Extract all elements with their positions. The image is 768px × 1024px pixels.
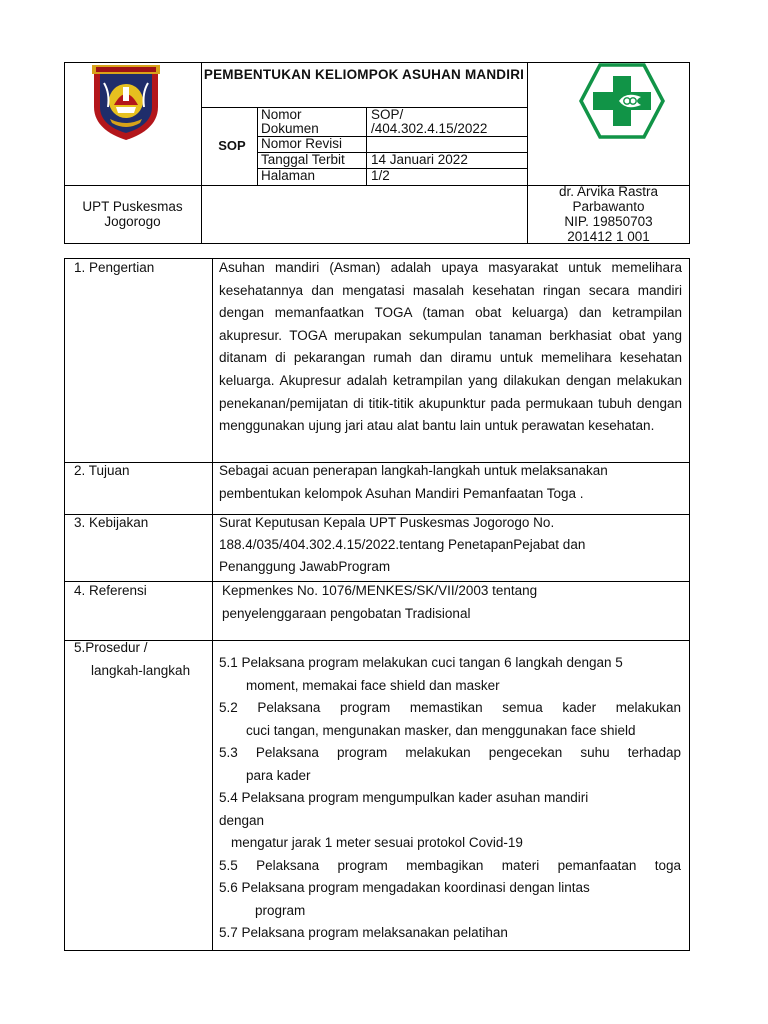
field-label-tanggal: Tanggal Terbit (261, 152, 345, 167)
section-label-pengertian: 1. Pengertian (74, 260, 155, 275)
body-divider (212, 258, 213, 951)
document-title: PEMBENTUKAN KELIOMPOK ASUHAN MANDIRI (203, 67, 525, 82)
sop-label: SOP (218, 138, 246, 153)
procedure-step-line: 5.2 Pelaksana program memastikan semua kader melakukan (219, 700, 681, 715)
regency-emblem-logo (88, 63, 164, 141)
procedure-step-line: 5.7 Pelaksana program melaksanakan pelatihan (219, 925, 508, 940)
section-label-tujuan: 2. Tujuan (74, 463, 130, 478)
puskesmas-logo (579, 63, 665, 139)
section-text-tujuan: pembentukan kelompok Asuhan Mandiri Pemanfaatan Toga . (219, 486, 584, 501)
header-divider (201, 107, 527, 108)
section-label-referensi: 4. Referensi (74, 583, 147, 598)
procedure-step-line: 5.1 Pelaksana program melakukan cuci tangan 6 langkah dengan 5 (219, 655, 623, 670)
procedure-step-line: 5.6 Pelaksana program mengadakan koordinasi dengan lintas (219, 880, 590, 895)
section-text-kebijakan: Penanggung JawabProgram (219, 559, 391, 574)
field-label-halaman: Halaman (261, 168, 316, 183)
section-label-prosedur: langkah-langkah (91, 663, 191, 678)
signatory-name: Parbawanto (572, 199, 645, 214)
procedure-step-line: 5.4 Pelaksana program mengumpulkan kader asuhan mandiri (219, 790, 589, 805)
field-value-dokumen: /404.302.4.15/2022 (371, 121, 488, 136)
header-divider (366, 107, 367, 185)
section-text-referensi: Kepmenkes No. 1076/MENKES/SK/VII/2003 tentang (222, 583, 538, 598)
procedure-step-line: 5.5 Pelaksana program membagikan materi pemanfaatan toga (219, 857, 681, 873)
field-value-nomor: SOP/ (371, 107, 404, 122)
field-value-tanggal: 14 Januari 2022 (371, 152, 468, 167)
unit-name-line: Jogorogo (104, 214, 161, 229)
procedure-step-line: 5.3 Pelaksana program melakukan pengecekan suhu terhadap (219, 745, 681, 760)
signatory-name: dr. Arvika Rastra (558, 184, 659, 199)
signatory-nip: 201412 1 001 (567, 229, 650, 244)
section-label-kebijakan: 3. Kebijakan (74, 515, 149, 530)
procedure-step (219, 877, 681, 922)
procedure-step-line: dengan (219, 812, 265, 828)
procedure-step (219, 697, 681, 742)
procedure-step-line: mengatur jarak 1 meter sesuai protokol Covid-19 (231, 835, 523, 850)
procedure-step (219, 787, 681, 855)
signatory-nip: NIP. 19850703 (564, 214, 653, 229)
body-divider (64, 640, 690, 641)
procedure-step (219, 742, 681, 787)
procedure-step (219, 652, 681, 697)
procedure-step (219, 855, 681, 878)
procedure-step-line: cuci tangan, mengunakan masker, dan menggunakan face shield (246, 722, 636, 738)
section-text-referensi: penyelenggaraan pengobatan Tradisional (222, 606, 471, 621)
field-label-nomor: Nomor (261, 107, 302, 122)
field-label-revisi: Nomor Revisi (261, 136, 343, 151)
signatory (527, 184, 690, 244)
unit-name (64, 199, 201, 229)
section-text-kebijakan: 188.4/035/404.302.4.15/2022.tentang PenetapanPejabat dan (219, 537, 586, 552)
procedure-step-line: para kader (246, 767, 311, 783)
field-value-halaman: 1/2 (371, 168, 390, 183)
section-text-kebijakan: Surat Keputusan Kepala UPT Puskesmas Jogorogo No. (219, 515, 555, 530)
unit-name-line: UPT Puskesmas (82, 199, 183, 214)
section-text-tujuan: Sebagai acuan penerapan langkah-langkah untuk melaksanakan (219, 463, 608, 478)
field-label-dokumen: Dokumen (261, 121, 319, 136)
procedure-step-line: program (255, 902, 306, 918)
procedure-list (219, 652, 681, 945)
procedure-step-line: moment, memakai face shield dan masker (246, 677, 500, 693)
section-text-pengertian: Asuhan mandiri (Asman) adalah upaya masyarakat untuk memelihara kesehatannya dan mengatasi masalah kesehatan ringan secara mandiri dengan memanfaatkan TOGA (taman obat keluarga) dan ketrampilan akupresur. TOGA merupakan sekumpulan tanaman berkhasiat obat yang ditanam di pekarangan rumah dan diramu untuk memelihara kesehatan keluarga. Akupresur adalah ketrampilan yang dilakukan dengan melakukan penekanan/pemijatan di titik-titik akupunktur pada permukaan tubuh dengan menggunakan ujung jari atau alat bantu lain untuk perawatan kesehatan. (219, 260, 682, 434)
header-divider (201, 62, 202, 244)
section-label-prosedur: 5.Prosedur / (74, 640, 148, 655)
procedure-step (219, 922, 681, 945)
